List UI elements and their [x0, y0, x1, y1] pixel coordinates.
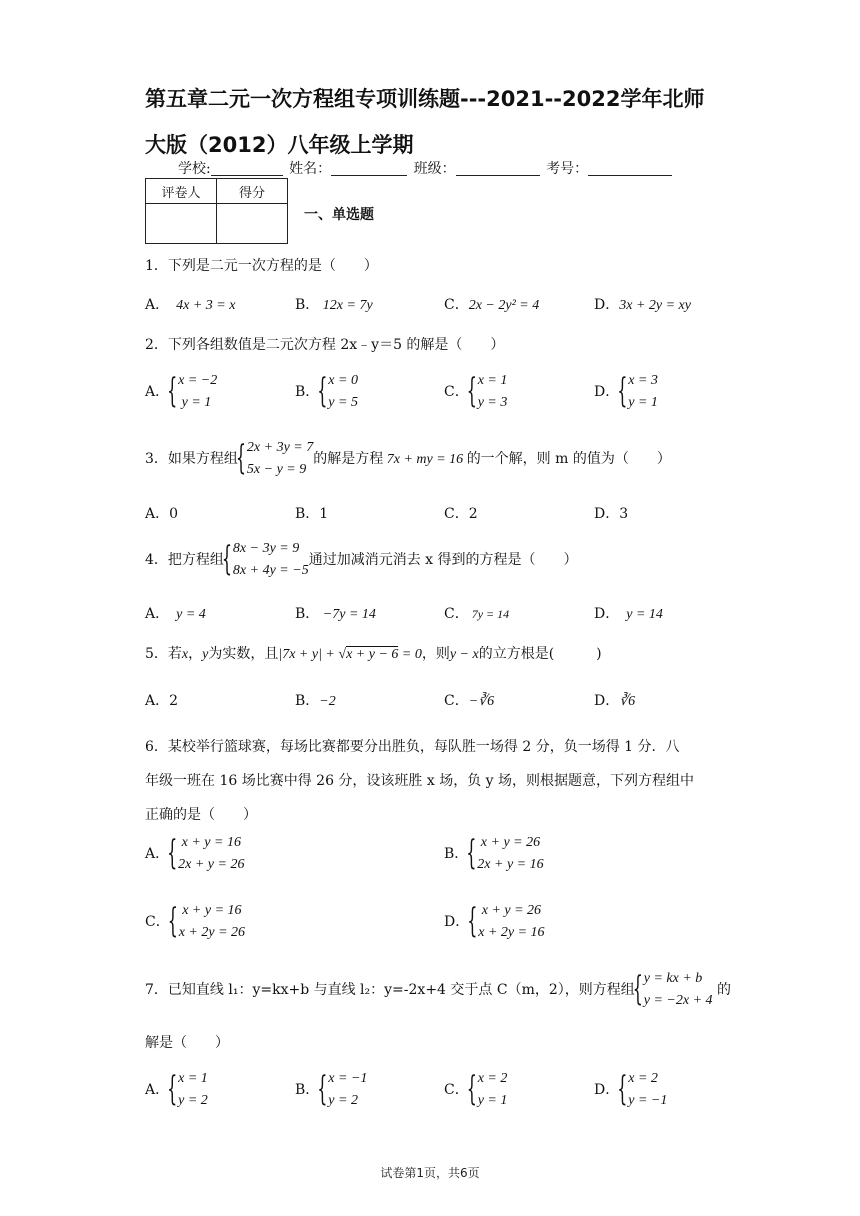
q7-b-system: { x = −1 y = 2: [319, 1068, 367, 1112]
q3-option-c[interactable]: C．2: [444, 506, 478, 522]
q4-system: { 8x − 3y = 9 8x + 4y = −5: [224, 538, 309, 582]
q3-option-a[interactable]: A．0: [145, 506, 179, 522]
class-blank: [456, 161, 540, 176]
question-7-stem-line2: 解是（ ）: [145, 1035, 229, 1051]
q3-option-d[interactable]: D．3: [594, 506, 629, 522]
q2-b-system: { x = 0 y = 5: [319, 370, 358, 414]
q7-system: { y = kx + b y = −2x + 4: [635, 968, 713, 1012]
q6-option-c[interactable]: C． { x + y = 16 x + 2y = 26: [145, 900, 245, 944]
question-5-stem: 5．若x，y为实数，且|7x + y| + √x + y − 6 = 0，则y − x的立方根是( ): [145, 646, 602, 662]
q1-option-c[interactable]: C．2x − 2y² = 4: [444, 297, 540, 313]
q5-option-c[interactable]: C．−∛6: [444, 693, 495, 709]
name-blank: [331, 161, 407, 176]
q6-b-system: { x + y = 26 2x + y = 16: [468, 832, 543, 876]
q4-option-c[interactable]: C． 7y = 14: [444, 606, 510, 622]
q7-a-system: { x = 1 y = 2: [169, 1068, 208, 1112]
q1-option-a[interactable]: A． 4x + 3 = x: [145, 297, 236, 313]
q3-option-b[interactable]: B．1: [295, 506, 329, 522]
q2-c-system: { x = 1 y = 3: [469, 370, 508, 414]
page-title: 第五章二元一次方程组专项训练题---2021--2022学年北师大版（2012）八年级上学期: [145, 87, 705, 157]
q6-a-system: { x + y = 16 2x + y = 26: [169, 832, 244, 876]
q7-option-b[interactable]: B． { x = −1 y = 2: [295, 1068, 367, 1112]
q4-option-d[interactable]: D． y = 14: [594, 606, 663, 622]
school-label: 学校:: [178, 161, 211, 177]
q7-c-system: { x = 2 y = 1: [469, 1068, 508, 1112]
score-table: [145, 178, 288, 244]
q4-option-a[interactable]: A． y = 4: [145, 606, 206, 622]
q6-d-system: { x + y = 26 x + 2y = 16: [469, 900, 544, 944]
q2-option-a[interactable]: A． { x = −2 y = 1: [145, 370, 217, 414]
question-6-stem: 6．某校举行篮球赛，每场比赛都要分出胜负，每队胜一场得 2 分，负一场得 1 分．八 年级一班在 16 场比赛中得 26 分，设该班胜 x 场，负 y 场，则根据题意，下列方程组中 正确的是（ ）: [145, 739, 695, 823]
question-4-stem: 4．把方程组 { 8x − 3y = 9 8x + 4y = −5 通过加减消元消去 x 得到的方程是（ ）: [145, 538, 578, 582]
q6-option-a[interactable]: A． { x + y = 16 2x + y = 26: [145, 832, 244, 876]
student-info: [178, 158, 674, 178]
question-2-stem: 2．下列各组数值是二元次方程 2x﹣y＝5 的解是（ ）: [145, 337, 505, 353]
q7-option-c[interactable]: C． { x = 2 y = 1: [444, 1068, 507, 1112]
number-label: 考号：: [546, 161, 589, 177]
q6-c-system: { x + y = 16 x + 2y = 26: [170, 900, 245, 944]
q2-option-c[interactable]: C． { x = 1 y = 3: [444, 370, 507, 414]
q2-d-system: { x = 3 y = 1: [619, 370, 658, 414]
q2-a-system: { x = −2 y = 1: [169, 370, 217, 414]
score-cell[interactable]: [217, 204, 288, 244]
class-label: 班级：: [413, 161, 456, 177]
q7-option-a[interactable]: A． { x = 1 y = 2: [145, 1068, 208, 1112]
reviewer-cell[interactable]: [146, 204, 217, 244]
number-blank: [588, 161, 672, 176]
question-3-stem: 3．如果方程组 { 2x + 3y = 7 5x − y = 9 的解是方程 7x + my = 16 的一个解，则 m 的值为（ ）: [145, 437, 671, 481]
q3-system: { 2x + 3y = 7 5x − y = 9: [238, 437, 313, 481]
q2-option-d[interactable]: D． { x = 3 y = 1: [594, 370, 658, 414]
q6-option-b[interactable]: B． { x + y = 26 2x + y = 16: [444, 832, 544, 876]
q4-option-b[interactable]: B． −7y = 14: [295, 606, 376, 622]
q5-option-d[interactable]: D．∛6: [594, 693, 636, 709]
school-blank: [211, 161, 283, 176]
page-footer: 试卷第1页，共6页: [380, 1166, 480, 1180]
reviewer-header: 评卷人: [146, 179, 217, 204]
q6-option-d[interactable]: D． { x + y = 26 x + 2y = 16: [444, 900, 545, 944]
q5-option-a[interactable]: A．2: [145, 693, 179, 709]
question-7-stem: 7．已知直线 l₁：y=kx+b 与直线 l₂：y=-2x+4 交于点 C（m，2），则方程组 { y = kx + b y = −2x + 4 的: [145, 968, 731, 1012]
q1-option-b[interactable]: B． 12x = 7y: [295, 297, 373, 313]
section-title: 一、单选题: [304, 207, 374, 223]
question-1-stem: 1．下列是二元一次方程的是（ ）: [145, 258, 378, 274]
q7-option-d[interactable]: D． { x = 2 y = −1: [594, 1068, 667, 1112]
q1-option-d[interactable]: D．3x + 2y = xy: [594, 297, 691, 313]
q7-d-system: { x = 2 y = −1: [619, 1068, 667, 1112]
name-label: 姓名：: [289, 161, 332, 177]
q2-option-b[interactable]: B． { x = 0 y = 5: [295, 370, 358, 414]
q5-option-b[interactable]: B．−2: [295, 693, 336, 709]
score-header: 得分: [217, 179, 288, 204]
